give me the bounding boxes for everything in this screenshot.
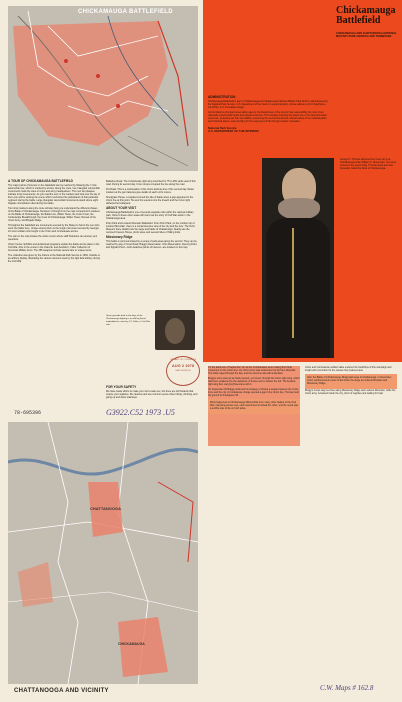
admin-text: Chickamauga Battlefield is part of Chickamauga and Chattanooga National Military Park which is administered by the National Park Service, U.S. Department of the Interior. A superintendent, whose address is Fort Oglethorpe, GA 30742, is in immediate charge. — [208, 100, 328, 109]
stamp-line-2: AUG 2 1978 — [171, 363, 195, 368]
stamp-line-1: LIBRARY OF CONGRESS — [169, 359, 197, 361]
tour-column — [8, 180, 100, 265]
middle-column — [106, 180, 198, 251]
collection-caption: The collection was given by the Fullers to the National Park Service in 1954. Outside is an artillery display, illustrating the various cannons used by the light field artillery during the Civil War. — [8, 254, 100, 263]
history-para-c: On September 20 Bragg continued his strategy of driving a wedge between the Union force and the city. A Confederate charge opened a gap in the Union line. Thomas held his ground at Snodgrass Hill. — [208, 388, 299, 397]
place-chattanooga: CHATTANOOGA — [90, 506, 121, 511]
history-column-2 — [305, 366, 397, 397]
battleline-road-text: Battleline Road. The Confederate right wing stretched for 75 to 250 yards east of this road. During its second day, Union troops occupied the line along the road. — [106, 180, 196, 186]
title-line-1: Chickamauga — [336, 5, 396, 16]
handwritten-call-number: G3922.C52 1973 .U5 — [106, 408, 175, 417]
history-para-b: Bragg's army was just as hard pressed, yet forced, through the Union right wing, which had been weakened by the departure of troops sent to bolster the left. The Federal right wing fled, carrying Rosecrans with it. — [208, 377, 300, 386]
agency-doi: U.S. DEPARTMENT OF THE INTERIOR — [208, 129, 259, 133]
history-para-e: Union and Confederate soldiers alike endured the hardships of this campaign and fought with conviction for the causes they believed just. — [305, 366, 392, 372]
brochure-title — [336, 6, 400, 26]
safety-section — [106, 386, 198, 401]
bottom-map-title: CHATTANOOGA AND VICINITY — [14, 688, 109, 694]
chickamauga-battlefield-map — [8, 6, 198, 171]
stamp-line-3: MAP DIVISION — [175, 370, 191, 372]
tour-para-1: The major points of interest on the battlefield can be reached by following the 7-mile automobile tour, which is marked by arrows. Along the route, low, triangular cannonball monuments mark the sites of corps and army headquarters. The next two plaques indicate troop movements. As you read the text on the markers and look over the lay of them you will be viewing the scene which confronted the participants of that particular regiment during the battle. Large triangular cannonball monuments stand where eight brigade commanders died during the battle. — [8, 184, 100, 205]
history-para-d: What happened at Chickamauga differed little from many other battles of the Civil War. Opposing armies met, each determined to defeat the other, and the result was a terrible loss of life on both sides. — [210, 401, 299, 410]
tour-para-5: Visitor Center. Exhibits and audiovisual programs explain the battle and its place in the Civil War. Also in the center is the Claud E. and Zerelda C. Fuller Collection of American Military Arms. The 355 weapons include several rare or unique items. — [8, 243, 100, 252]
tour-para-2: Tour shop markers along the route will also help you understand the different phases of the Battle of Chickamauga. Numbers 1 through 8 on the map correspond to markers on the Battle of Chickamauga, the Battle Line, Wilder Tower, the Union Crest, the Confederate Breakthrough, the Crest of Chickamauga, Wilder Tower, Retreat of the Union Army, and Brigade Ridge. — [8, 207, 100, 222]
point-park-text: Point Park and Lookout Mountain Battlefield. From Point Park, on the northern tip of Lookout Mountain, there is a comprehensive view of the city and the river. The Ochs Museum there details how the siege and battle of Chattanooga. Nearby are the restored Cravens House, picnic area, and several miles of hiking trails. — [106, 222, 195, 234]
agency-nps: National Park Service — [208, 126, 237, 130]
place-chickamauga: CHICKAMAUGA — [118, 642, 145, 646]
admin-text-2: As the Nation's principal conservation agency, the Department of the Interior has responsibility for most of our nationally owned public lands and natural resources. This includes fostering the wisest use of our land and water resources, protecting our fish and wildlife, preserving the environmental and cultural values of our national parks and historical places, and providing for the enjoyment of life through outdoor recreation. — [208, 111, 327, 123]
visit-text: Chickamauga Battlefield is one of several separate units within the national military park. Visits to these other areas will round out the story of Civil War action in the Chattanooga area. — [106, 211, 194, 220]
safety-text: We have made efforts to make your visit a safe one, but there are still hazards that require your vigilance. Be cautious and use common sense when hiking, climbing, and going up and down stairways. — [106, 390, 198, 399]
tour-heading: A TOUR OF CHICKAMAUGA BATTLEFIELD — [8, 179, 73, 183]
visit-heading: ABOUT YOUR VISIT — [106, 206, 137, 210]
grenade-photo — [155, 310, 195, 350]
history-para-a: On the afternoon of September 19, as the Confederates were making their final movement on the Union line, the Union army was routed and not far from Rossville. The battle raged through the day, and the outcome was still undecided. — [208, 366, 297, 375]
title-line-2: Battlefield — [336, 15, 381, 26]
history-column-1 — [208, 366, 300, 414]
brochure-subtitle: CHICKAMAUGA AND CHATTANOOGA NATIONAL MILITARY PARK GEORGIA AND TENNESSEE — [336, 32, 397, 38]
portrait-caption: George H. Thomas delivered the Union army at Chickamauga when William S. Rosecrans' men were routed on the second day. Thomas stood and was thereafter called the Rock of Chickamauga. — [340, 158, 396, 170]
top-map-title: CHICKAMAUGA BATTLEFIELD — [78, 9, 173, 15]
administration-section — [208, 96, 328, 135]
thomas-portrait — [262, 158, 334, 358]
photo-caption: Union grenade fired in the days of the Chickamauga fighting in an old log found embedded in a tree by J. F. Fuller, a Civil War relic. — [106, 315, 151, 326]
history-para-g: Bragg's troops dug trenches along Missionary Ridge and Lookout Mountain, while the Union army remained inside the city, short of supplies and waiting for help. — [305, 389, 396, 395]
library-stamp — [166, 356, 200, 386]
catalog-code: 78-695396 — [14, 410, 42, 416]
history-para-f: After the Battle of Chickamauga, Bragg laid siege to Chattanooga. In November, Union reinforcements under Grant broke the siege at Lookout Mountain and Missionary Ridge. — [307, 376, 392, 385]
admin-heading: ADMINISTRATION — [208, 95, 236, 99]
battlefield-map-graphic — [8, 6, 198, 171]
tour-para-4: The star on the map locates the visitor center where staff historians can answer your questions. — [8, 235, 98, 241]
snodgrass-text: Snodgrass House. Longstreet turned the tide of battle when a gap appeared in the Union line at this point. He sent his veterans into the breach and the Union right deflected fell collapsed. — [106, 196, 194, 205]
handwritten-bottom-note: C.W. Maps # 162.8 — [320, 684, 374, 692]
tour-para-3: Throughout the battlefield are monuments erected by the States to honor the men who went into battle here. Unique among them is the single monument erected by Georgia to honor soldiers who fought in the Union and Confederate armies. — [8, 224, 100, 233]
pot-road-text: Pot Road. This is a continuation of the Union defense line of the second day. Metal markers at the gun batteries give details of each unit's moves. — [106, 188, 194, 194]
ridge-text: This battle is commemorated by a series of park areas along the summit. They can be reached by way of Crest Road. Bragg's Reservation, Ohio Reservation, DeLong Point, and Sigwart Point—both detached points of interest—are located on the map. — [106, 240, 198, 249]
ridge-heading: Missionary Ridge — [106, 235, 133, 239]
vicinity-map-graphic — [8, 422, 198, 684]
safety-heading: FOR YOUR SAFETY — [106, 385, 137, 389]
chattanooga-vicinity-map — [8, 422, 198, 684]
